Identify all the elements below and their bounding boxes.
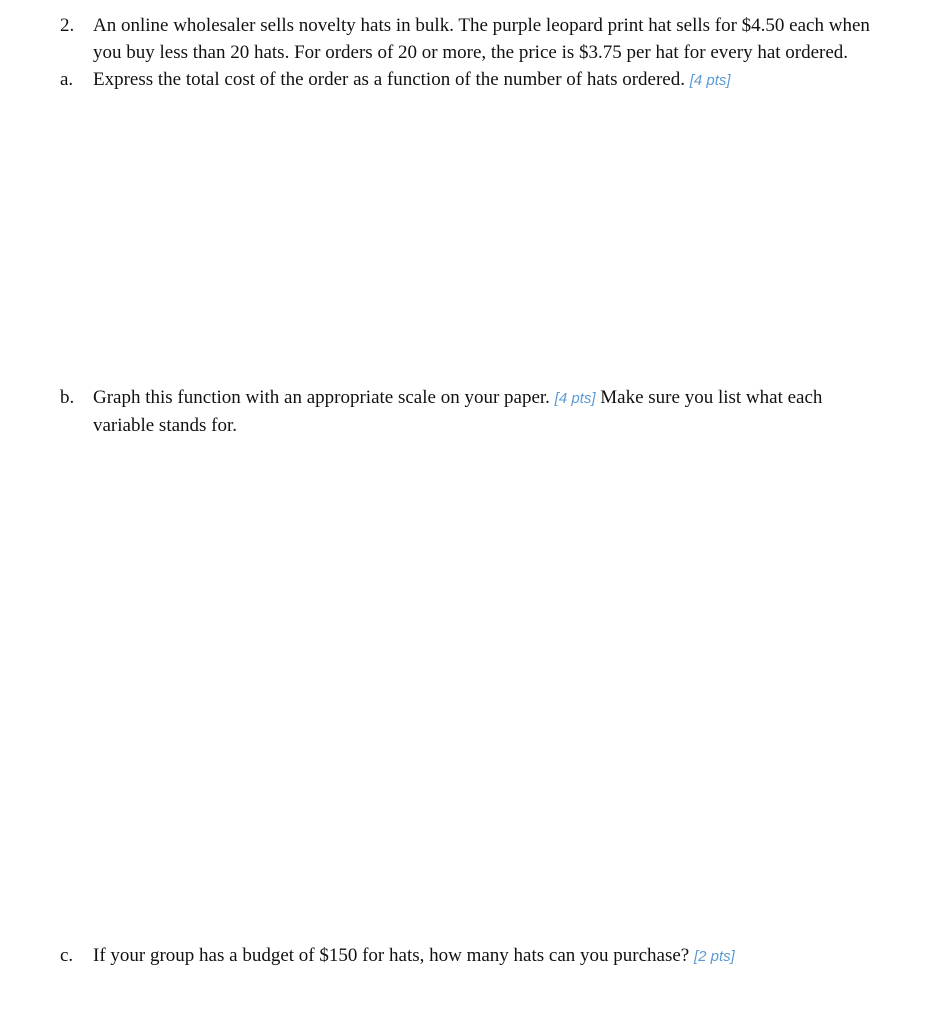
part-b-text-before: Graph this function with an appropriate scale on your paper. xyxy=(93,387,550,408)
question-stem-line-2: you buy less than 20 hats. For orders of 20 or more, the price is $3.75 per hat for every hat ordered. xyxy=(93,42,849,63)
question-stem-line-1: An online wholesaler sells novelty hats in bulk. The purple leopard print hat sells for $4.50 each when xyxy=(93,15,870,36)
part-b-points: [4 pts] xyxy=(554,390,596,407)
part-b-text-after: Make sure you list what each xyxy=(600,387,823,408)
part-c-marker: c. xyxy=(60,945,74,966)
part-c-text: If your group has a budget of $150 for hats, how many hats can you purchase? xyxy=(93,945,690,966)
part-c-prompt xyxy=(93,945,735,968)
part-a-points: [4 pts] xyxy=(689,72,731,89)
part-b-prompt xyxy=(93,387,822,410)
part-b-text-line-2: variable stands for. xyxy=(93,415,238,436)
part-a-text: Express the total cost of the order as a function of the number of hats ordered. xyxy=(93,69,685,90)
question-number: 2. xyxy=(60,15,75,36)
part-c-points: [2 pts] xyxy=(693,948,735,965)
part-b-marker: b. xyxy=(60,387,75,408)
part-a-prompt xyxy=(93,69,731,92)
part-a-marker: a. xyxy=(60,69,74,90)
